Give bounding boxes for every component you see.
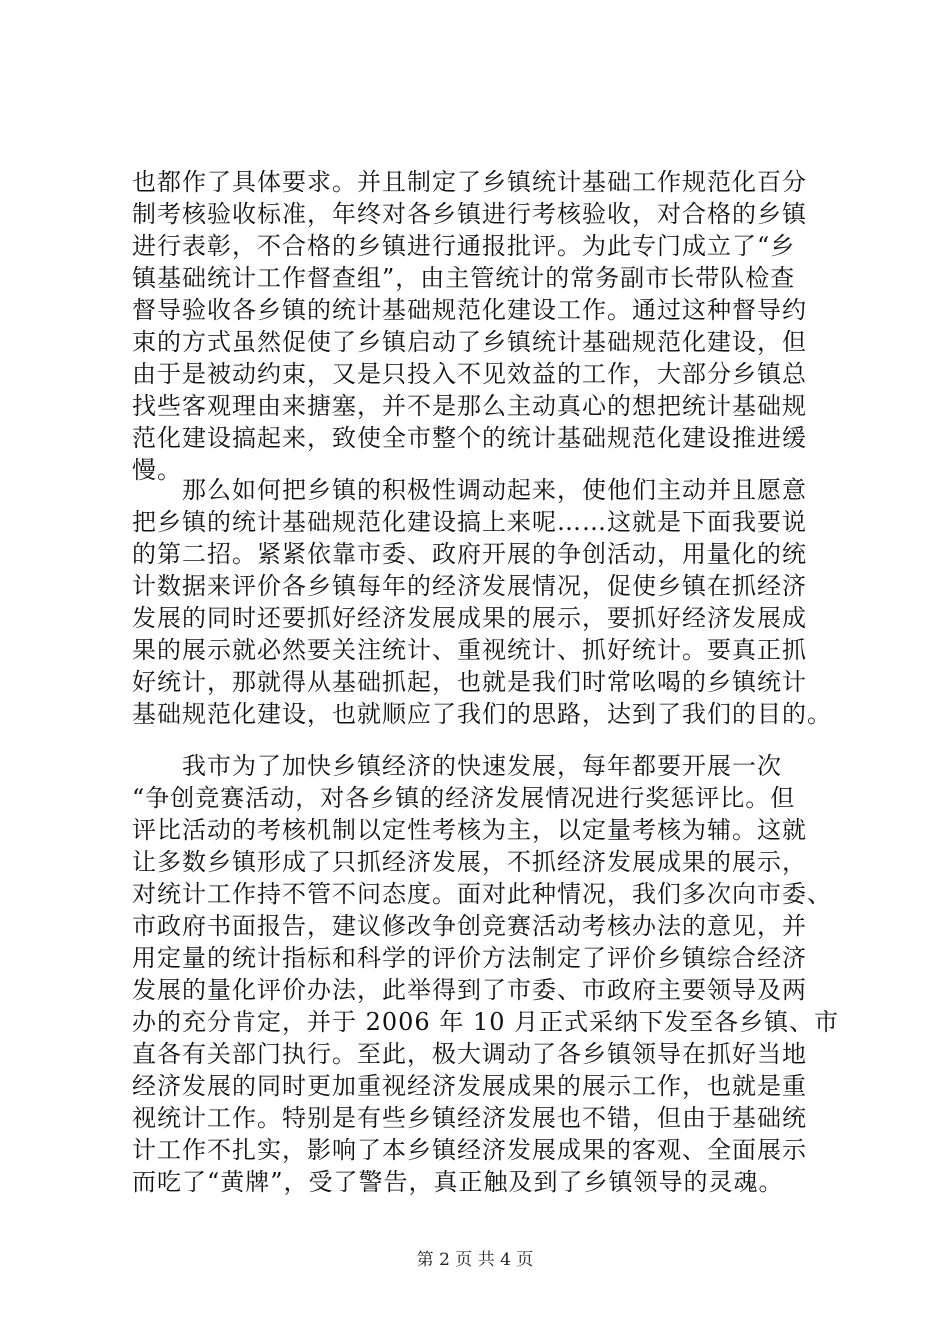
text-line: 基础规范化建设，也就顺应了我们的思路，达到了我们的目的。 [132, 700, 832, 728]
text-line: 的第二招。紧紧依靠市委、政府开展的争创活动，用量化的统 [132, 540, 807, 568]
paragraph-3 [132, 750, 840, 1198]
text-line: 进行表彰，不合格的乡镇进行通报批评。为此专门成立了“乡 [132, 232, 796, 260]
text-line: 慢。 [132, 456, 182, 484]
text-line: 用定量的统计指标和科学的评价方法制定了评价乡镇综合经济 [132, 944, 807, 972]
text-line: 而吃了“黄牌”，受了警告，真正触及到了乡镇领导的灵魂。 [132, 1168, 784, 1196]
text-line: “争创竞赛活动，对各乡镇的经济发展情况进行奖惩评比。但 [132, 784, 796, 812]
text-line: 我市为了加快乡镇经济的快速发展，每年都要开展一次 [132, 752, 782, 780]
text-line: 计数据来评价各乡镇每年的经济发展情况，促使乡镇在抓经济 [132, 572, 807, 600]
text-line: 让多数乡镇形成了只抓经济发展，不抓经济发展成果的展示， [132, 848, 807, 876]
text-line: 束的方式虽然促使了乡镇启动了乡镇统计基础规范化建设，但 [132, 328, 807, 356]
text-line: 那么如何把乡镇的积极性调动起来，使他们主动并且愿意 [132, 476, 807, 504]
page-number-footer: 第 2 页 共 4 页 [416, 1250, 534, 1270]
paragraph-1 [132, 166, 832, 486]
text-line: 计工作不扎实，影响了本乡镇经济发展成果的客观、全面展示 [132, 1136, 807, 1164]
text-line: 也都作了具体要求。并且制定了乡镇统计基础工作规范化百分 [132, 168, 807, 196]
text-line: 发展的同时还要抓好经济发展成果的展示，要抓好经济发展成 [132, 604, 807, 632]
text-line: 评比活动的考核机制以定性考核为主，以定量考核为辅。这就 [132, 816, 807, 844]
text-line: 制考核验收标准，年终对各乡镇进行考核验收，对合格的乡镇 [132, 200, 807, 228]
paragraph-2 [132, 474, 832, 730]
text-line: 果的展示就必然要关注统计、重视统计、抓好统计。要真正抓 [132, 636, 807, 664]
text-line: 经济发展的同时更加重视经济发展成果的展示工作，也就是重 [132, 1072, 807, 1100]
text-line: 市政府书面报告，建议修改争创竞赛活动考核办法的意见，并 [132, 912, 807, 940]
text-line: 镇基础统计工作督查组”，由主管统计的常务副市长带队检查 [132, 264, 796, 292]
text-line: 范化建设搞起来，致使全市整个的统计基础规范化建设推进缓 [132, 424, 807, 452]
text-line: 督导验收各乡镇的统计基础规范化建设工作。通过这种督导约 [132, 296, 807, 324]
text-line: 找些客观理由来搪塞，并不是那么主动真心的想把统计基础规 [132, 392, 807, 420]
text-line: 直各有关部门执行。至此，极大调动了各乡镇领导在抓好当地 [132, 1040, 807, 1068]
text-line: 把乡镇的统计基础规范化建设搞上来呢……这就是下面我要说 [132, 508, 807, 536]
text-line: 对统计工作持不管不问态度。面对此种情况，我们多次向市委、 [132, 880, 832, 908]
text-line: 好统计，那就得从基础抓起，也就是我们时常吆喝的乡镇统计 [132, 668, 807, 696]
text-line: 办的充分肯定，并于 2006 年 10 月正式采纳下发至各乡镇、市 [132, 1008, 840, 1036]
text-line: 由于是被动约束，又是只投入不见效益的工作，大部分乡镇总 [132, 360, 807, 388]
text-line: 视统计工作。特别是有些乡镇经济发展也不错，但由于基础统 [132, 1104, 807, 1132]
text-line: 发展的量化评价办法，此举得到了市委、市政府主要领导及两 [132, 976, 807, 1004]
